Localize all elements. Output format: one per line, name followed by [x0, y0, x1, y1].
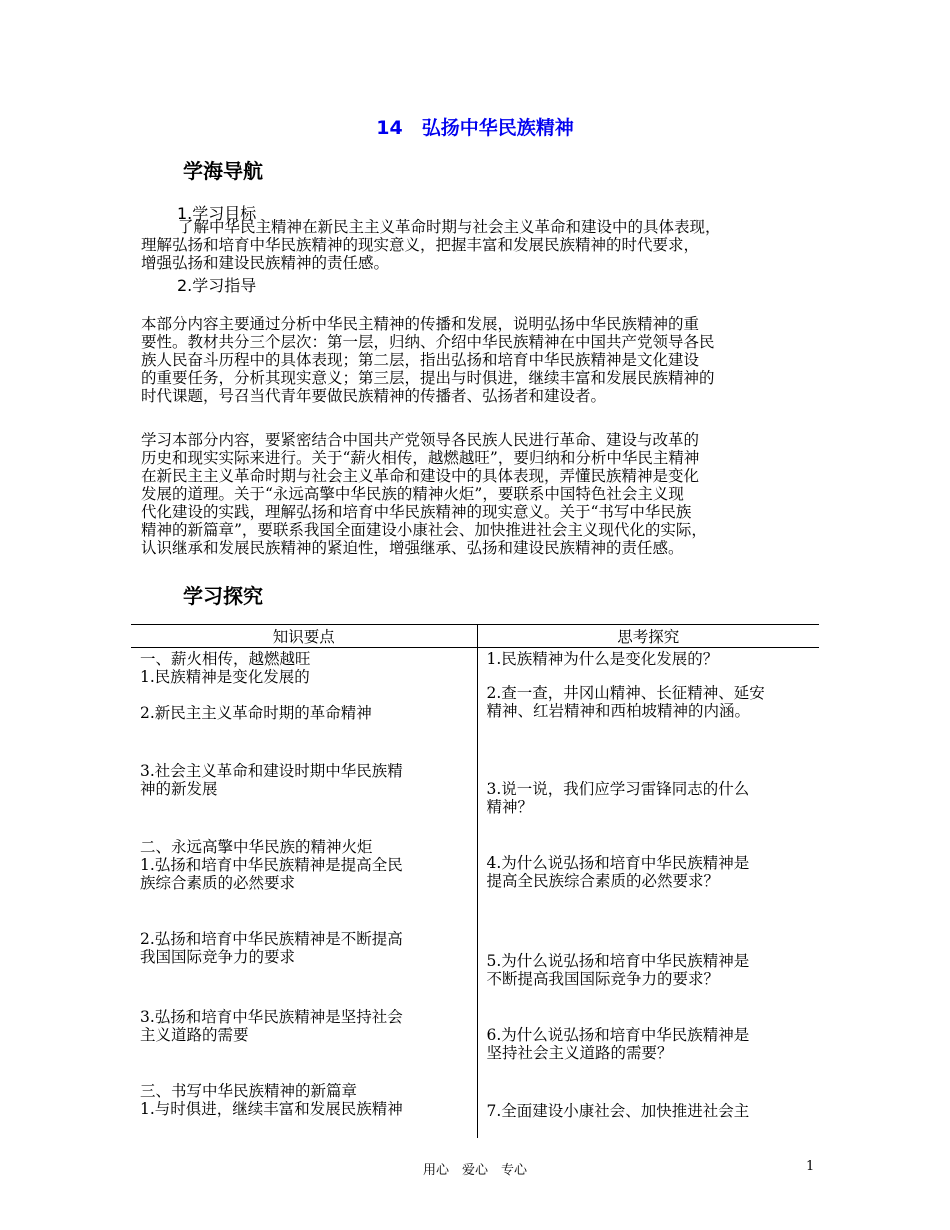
thinking-question-item	[487, 650, 814, 668]
knowledge-point-line: 1.民族精神是变化发展的	[140, 668, 310, 686]
guide-line: 本部分内容主要通过分析中华民主精神的传播和发展，说明弘扬中华民族精神的重	[141, 315, 700, 333]
knowledge-point-line: 我国国际竞争力的要求	[140, 948, 296, 966]
thinking-question-item	[487, 1026, 814, 1062]
goal-line: 了解中华民主精神在新民主主义革命时期与社会主义革命和建设中的具体表现，	[178, 218, 721, 236]
goal-line: 增强弘扬和建设民族精神的责任感。	[141, 254, 390, 272]
page-number: 1	[806, 1159, 815, 1174]
thinking-question-line: 7.全面建设小康社会、加快推进社会主	[486, 1102, 750, 1120]
thinking-question-item	[487, 1102, 814, 1120]
page-title: 14 弘扬中华民族精神	[376, 117, 574, 139]
guide-line: 认识继承和发展民族精神的紧迫性，增强继承、弘扬和建设民族精神的责任感。	[141, 539, 684, 557]
thinking-question-item	[487, 952, 814, 988]
section-heading-guide: 学海导航	[183, 159, 263, 183]
knowledge-point-line: 2.弘扬和培育中华民族精神是不断提高	[140, 930, 403, 948]
goal-heading: 1.学习目标	[177, 204, 257, 223]
knowledge-point-line: 主义道路的需要	[140, 1026, 249, 1044]
goal-text	[141, 218, 841, 272]
thinking-question-line: 3.说一说，我们应学习雷锋同志的什么	[486, 780, 750, 798]
thinking-question-line: 2.查一查，井冈山精神、长征精神、延安	[486, 684, 765, 702]
knowledge-point-line: 1.弘扬和培育中华民族精神是提高全民	[140, 856, 403, 874]
knowledge-point-line: 1.与时俱进，继续丰富和发展民族精神	[140, 1100, 403, 1118]
thinking-column	[477, 648, 819, 1139]
col-header-knowledge: 知识要点	[131, 625, 477, 648]
guide-line: 在新民主主义革命时期与社会主义革命和建设中的具体表现，弄懂民族精神是变化	[141, 467, 700, 485]
study-table	[131, 624, 819, 1138]
knowledge-point-line: 一、薪火相传，越燃越旺	[140, 650, 311, 668]
guide-line: 族人民奋斗历程中的具体表现；第二层，指出弘扬和培育中华民族精神是文化建设	[141, 351, 700, 369]
guide-line: 要性。教材共分三个层次：第一层，归纳、介绍中华民族精神在中国共产党领导各民	[141, 333, 715, 351]
knowledge-point-item	[140, 650, 471, 686]
thinking-question-line: 不断提高我国国际竞争力的要求？	[486, 970, 720, 988]
knowledge-point-item	[140, 930, 471, 966]
guide-line: 的重要任务，分析其现实意义；第三层，提出与时俱进，继续丰富和发展民族精神的	[141, 369, 715, 387]
thinking-question-item	[487, 684, 814, 720]
knowledge-point-line: 2.新民主主义革命时期的革命精神	[140, 704, 372, 722]
thinking-question-line: 坚持社会主义道路的需要？	[486, 1044, 673, 1062]
knowledge-point-line: 3.弘扬和培育中华民族精神是坚持社会	[140, 1008, 403, 1026]
thinking-question-item	[487, 854, 814, 890]
knowledge-point-line: 二、永远高擎中华民族的精神火炬	[140, 838, 373, 856]
knowledge-point-line: 3.社会主义革命和建设时期中华民族精	[140, 762, 403, 780]
knowledge-column	[131, 648, 477, 1139]
thinking-question-line: 4.为什么说弘扬和培育中华民族精神是	[486, 854, 750, 872]
guide-line: 发展的道理。关于“永远高擎中华民族的精神火炬”，要联系中国特色社会主义现	[141, 485, 684, 503]
knowledge-point-item	[140, 762, 471, 798]
guide-line: 时代课题，号召当代青年要做民族精神的传播者、弘扬者和建设者。	[141, 387, 607, 405]
knowledge-point-line: 族综合素质的必然要求	[140, 874, 296, 892]
thinking-question-line: 精神？	[486, 798, 534, 816]
goal-line: 理解弘扬和培育中华民族精神的现实意义，把握丰富和发展民族精神的时代要求，	[141, 236, 700, 254]
guide-heading: 2.学习指导	[177, 276, 257, 295]
guide-line: 学习本部分内容，要紧密结合中国共产党领导各民族人民进行革命、建设与改革的	[141, 431, 700, 449]
guide-line: 代化建设的实践，理解弘扬和培育中华民族精神的现实意义。关于“书写中华民族	[141, 503, 692, 521]
knowledge-point-line: 三、书写中华民族精神的新篇章	[140, 1082, 358, 1100]
guide-line: 历史和现实实际来进行。关于“薪火相传，越燃越旺”，要归纳和分析中华民主精神	[141, 449, 700, 467]
col-header-thinking: 思考探究	[477, 625, 819, 648]
guide-line: 精神的新篇章”，要联系我国全面建设小康社会、加快推进社会主义现代化的实际，	[141, 521, 707, 539]
thinking-question-line: 1.民族精神为什么是变化发展的？	[486, 650, 719, 668]
footer-text: 用心 爱心 专心	[422, 1163, 527, 1178]
knowledge-point-line: 神的新发展	[140, 780, 218, 798]
thinking-question-line: 6.为什么说弘扬和培育中华民族精神是	[486, 1026, 750, 1044]
knowledge-point-item	[140, 1008, 471, 1044]
thinking-question-line: 5.为什么说弘扬和培育中华民族精神是	[486, 952, 750, 970]
thinking-question-line: 提高全民族综合素质的必然要求？	[486, 872, 720, 890]
knowledge-point-item	[140, 1082, 471, 1118]
section-heading-explore: 学习探究	[183, 584, 263, 608]
knowledge-point-item	[140, 704, 471, 722]
thinking-question-line: 精神、红岩精神和西柏坡精神的内涵。	[486, 702, 751, 720]
guide-paragraph-2	[141, 431, 841, 557]
guide-paragraph-1	[141, 315, 841, 405]
knowledge-point-item	[140, 838, 471, 892]
thinking-question-item	[487, 780, 814, 816]
